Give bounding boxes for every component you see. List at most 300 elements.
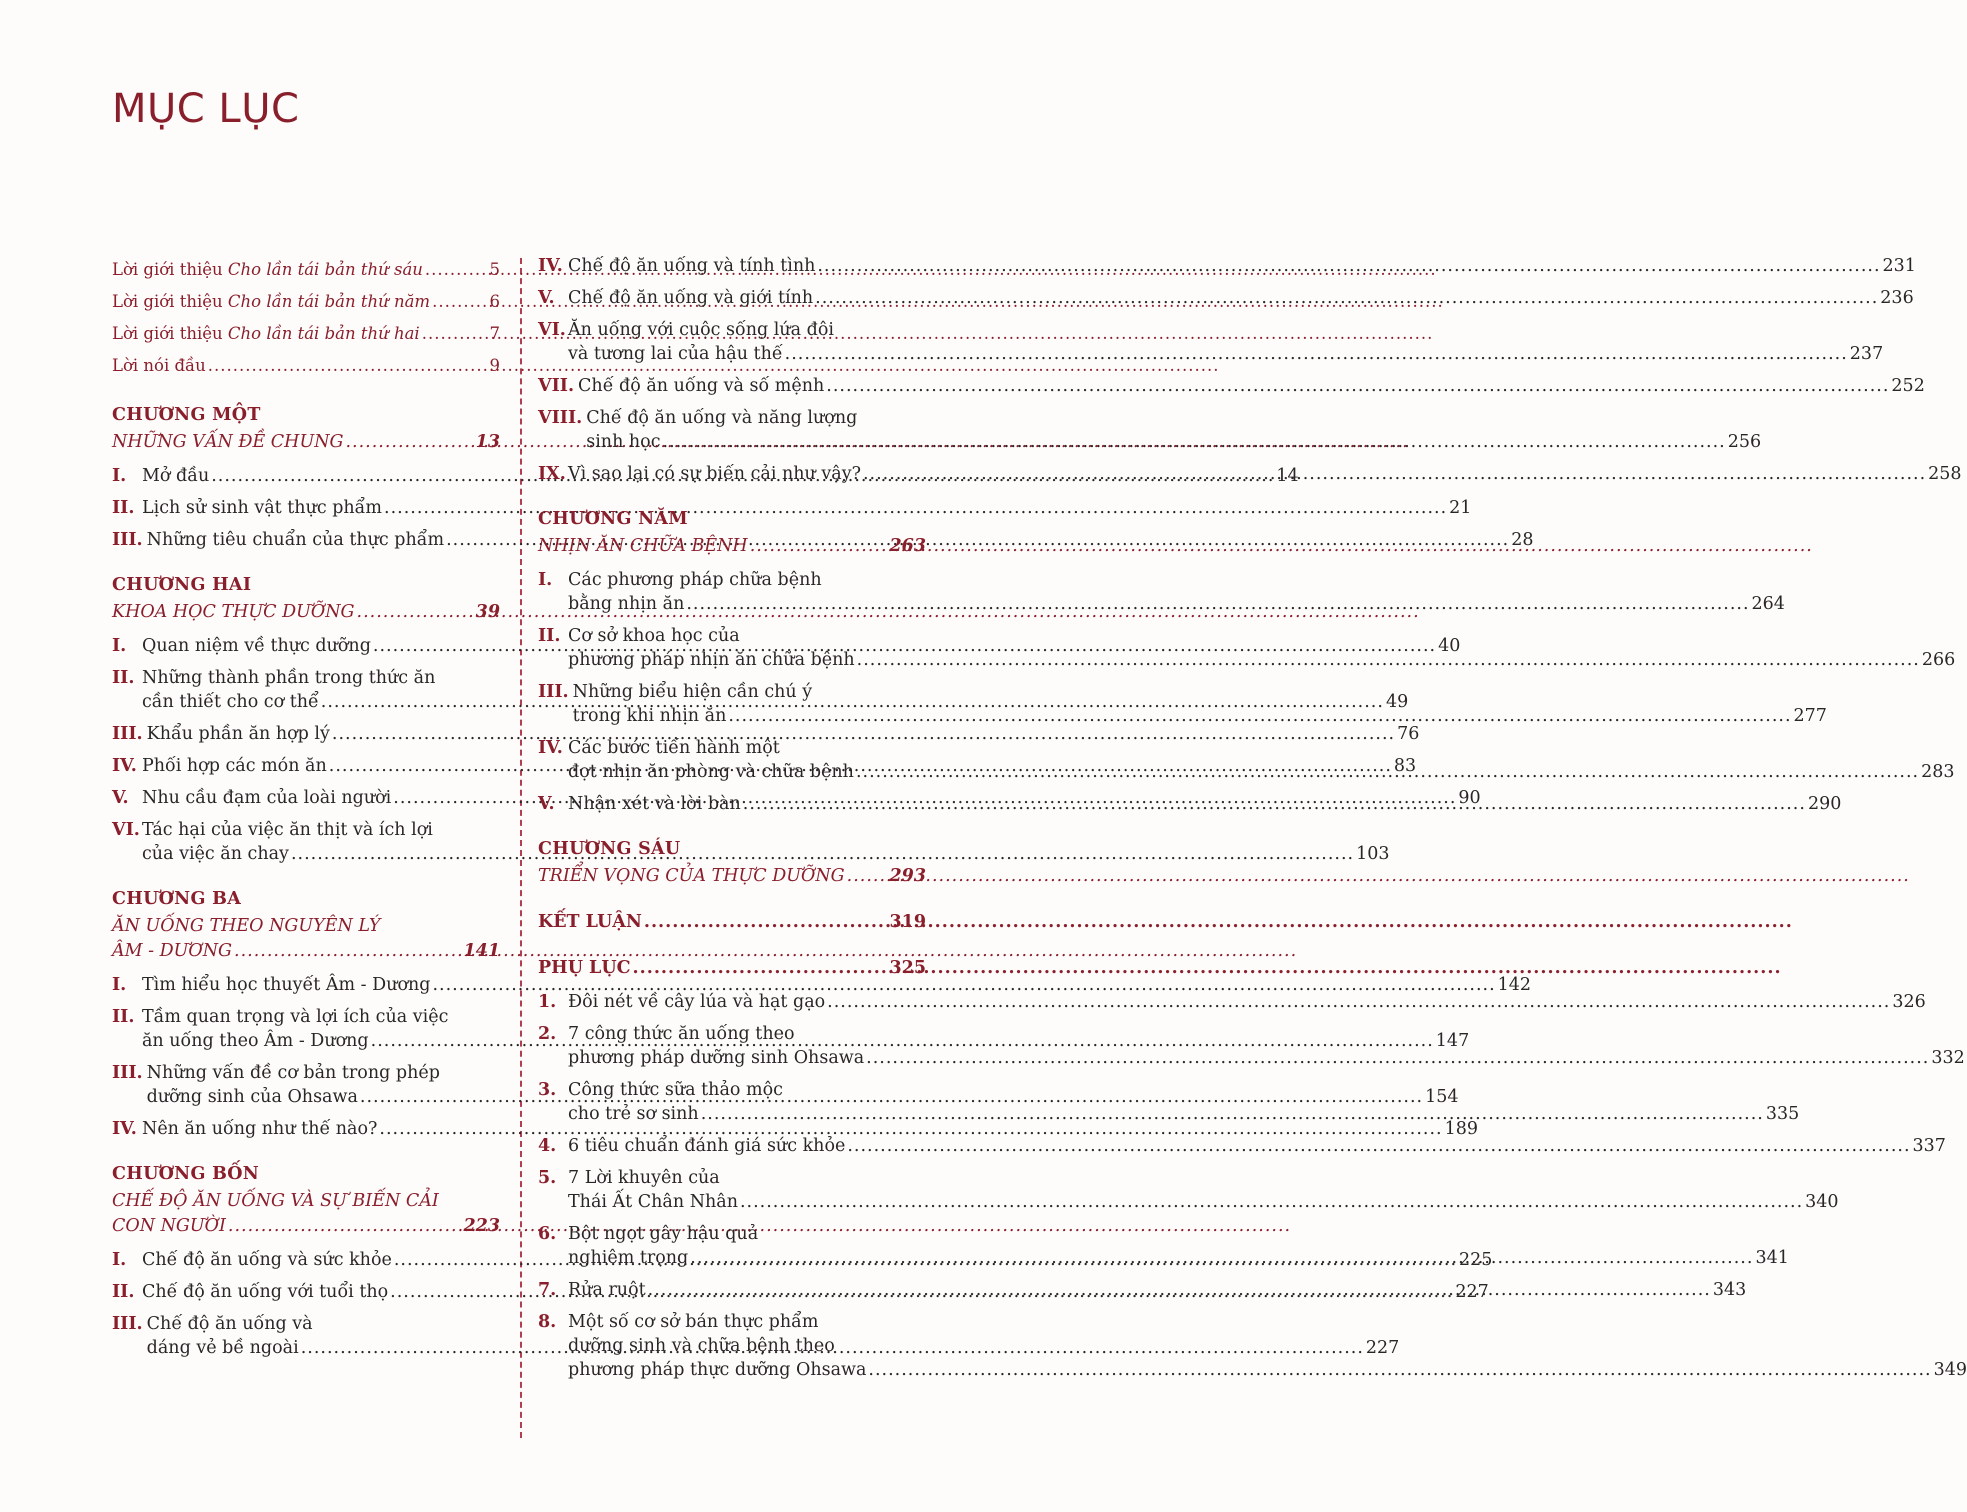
page-number: 319 (889, 912, 926, 932)
toc-item[interactable] (112, 722, 1420, 746)
item-text: Những biểu hiện cần chú ý (572, 682, 813, 702)
item-number: V. (112, 788, 129, 808)
toc-entry-line[interactable] (568, 342, 1883, 366)
chapter-heading: CHƯƠNG BỐN (112, 1164, 260, 1184)
page-number: 154 (1425, 1087, 1459, 1107)
chapter-title-text: ĂN UỐNG THEO NGUYÊN LÝ (112, 916, 381, 936)
item-text: Thái Ất Chân Nhân (568, 1192, 738, 1212)
entry-label (142, 973, 430, 997)
conclusion-label: KẾT LUẬN (538, 912, 642, 932)
item-text: Một số cơ sở bán thực phẩm (568, 1312, 819, 1332)
chapter-title[interactable] (112, 600, 500, 624)
toc-item[interactable] (538, 568, 1785, 616)
chapter-title[interactable] (112, 914, 500, 963)
entry-label (142, 842, 289, 866)
dot-leader (644, 910, 888, 934)
item-number: 1. (538, 992, 557, 1012)
entry-label (538, 956, 631, 980)
entry-label (538, 534, 748, 558)
toc-item[interactable] (538, 792, 1842, 816)
item-number: I. (112, 1250, 127, 1270)
entry-label (112, 600, 355, 624)
item-text: Các bước tiến hành một (568, 738, 780, 758)
toc-entry-line[interactable] (568, 1134, 1946, 1158)
item-number: I. (538, 570, 553, 590)
item-body (573, 680, 1827, 728)
conclusion-section[interactable] (538, 910, 926, 934)
chapter-title-text: NHỮNG VẤN ĐỀ CHUNG (112, 432, 344, 452)
item-text: Ăn uống với cuộc sống lứa đôi (568, 320, 834, 340)
item-text: Bột ngọt gây hậu quả (568, 1224, 759, 1244)
toc-item[interactable] (538, 318, 1884, 366)
item-number: III. (112, 1314, 143, 1334)
page-number: 340 (1805, 1192, 1839, 1212)
page-number: 142 (1497, 975, 1532, 995)
dot-leader (750, 534, 888, 558)
toc-item[interactable] (538, 990, 1926, 1014)
entry-label (142, 496, 382, 520)
chapter-section (538, 834, 926, 888)
item-body (568, 1022, 1965, 1070)
toc-item[interactable] (538, 254, 1916, 278)
item-text: Chế độ ăn uống và giới tính (568, 288, 814, 308)
dot-leader (847, 1134, 1910, 1158)
item-body (568, 624, 1955, 672)
item-number: II. (112, 1007, 135, 1027)
page-number: 147 (1435, 1031, 1470, 1051)
page-number: 103 (1356, 844, 1390, 864)
intro-prefix: Lời giới thiệu (112, 260, 228, 279)
chapter-heading: CHƯƠNG NĂM (538, 509, 688, 529)
toc-entry-line[interactable] (568, 760, 1955, 784)
chapter-heading: CHƯƠNG BA (112, 889, 242, 909)
chapter-title[interactable] (538, 864, 926, 888)
item-number: V. (538, 794, 555, 814)
dot-leader (847, 864, 888, 888)
toc-item[interactable] (538, 736, 1955, 784)
page-number: 266 (1921, 650, 1956, 670)
dot-leader (868, 1358, 1931, 1382)
dot-leader (817, 254, 1880, 278)
item-text: Chế độ ăn uống và năng lượng (586, 408, 858, 428)
chapter-title[interactable] (112, 1189, 500, 1238)
dot-leader (432, 286, 487, 318)
entry-label (568, 1190, 738, 1214)
item-text: nghiêm trọng (568, 1248, 689, 1268)
toc-entry-line[interactable] (568, 990, 1926, 1014)
item-number: II. (112, 668, 135, 688)
toc-entry-line[interactable] (112, 939, 500, 963)
item-number: 5. (538, 1168, 557, 1188)
page-number: 258 (1928, 464, 1962, 484)
page-number: 14 (1276, 466, 1299, 486)
item-number: VI. (538, 320, 566, 340)
toc-item[interactable] (538, 374, 1925, 398)
item-text: cho trẻ sơ sinh (568, 1104, 699, 1124)
page-number: 341 (1755, 1248, 1789, 1268)
toc-item[interactable] (538, 1134, 1946, 1158)
entry-label (142, 1029, 369, 1053)
item-text: dưỡng sinh và chữa bệnh theo (568, 1336, 835, 1356)
chapter-title-text: ÂM - DƯƠNG (112, 941, 233, 961)
item-number: 8. (538, 1312, 557, 1332)
item-body (568, 318, 1883, 366)
item-body (568, 1134, 1946, 1158)
intro-italic: Cho lần tái bản thứ hai (227, 324, 420, 343)
item-body (568, 1166, 1839, 1214)
page-number: 49 (1385, 692, 1409, 712)
item-text: phương pháp nhịn ăn chữa bệnh (568, 650, 855, 670)
chapter-title-text: CHẾ ĐỘ ĂN UỐNG VÀ SỰ BIẾN CẢI (112, 1191, 439, 1211)
item-number: 7. (538, 1280, 557, 1300)
item-text: Những thành phần trong thức ăn (142, 668, 436, 688)
dot-leader (701, 1102, 1764, 1126)
page-number: 293 (889, 866, 926, 886)
intro-italic: Cho lần tái bản thứ năm (227, 292, 431, 311)
item-text: Chế độ ăn uống và (146, 1314, 313, 1334)
item-text: 7 Lời khuyên của (568, 1168, 720, 1188)
chapter-title[interactable] (538, 534, 926, 558)
page-number: 141 (463, 941, 500, 961)
item-number: IV. (112, 1119, 137, 1139)
toc-entry-line[interactable] (112, 430, 500, 454)
page-number: 290 (1807, 794, 1842, 814)
item-number: III. (112, 724, 143, 744)
item-number: IV. (538, 738, 563, 758)
entry-label (568, 1102, 699, 1126)
chapter-heading: CHƯƠNG HAI (112, 575, 252, 595)
item-text: Chế độ ăn uống và số mệnh (578, 376, 825, 396)
page-number: 227 (1455, 1282, 1489, 1302)
item-number: VII. (538, 376, 575, 396)
entry-label (112, 286, 430, 318)
toc-entry-line[interactable] (568, 592, 1785, 616)
entry-label (568, 286, 813, 310)
chapter-title-text: CON NGƯỜI (112, 1216, 226, 1236)
item-body (568, 568, 1785, 616)
dot-leader (857, 648, 1920, 672)
item-number: I. (112, 975, 127, 995)
appendix-label: PHỤ LỤC (538, 958, 631, 978)
toc-entry-line[interactable] (578, 374, 1925, 398)
toc-entry-line[interactable] (568, 462, 1962, 486)
item-text: Chế độ ăn uống và sức khỏe (142, 1250, 392, 1270)
page-number: 6 (489, 292, 500, 311)
page-number: 5 (489, 260, 500, 279)
chapter-title-text: TRIỂN VỌNG CỦA THỰC DƯỠNG (538, 866, 845, 886)
item-text: bằng nhịn ăn (568, 594, 685, 614)
item-text: dáng vẻ bề ngoài (146, 1338, 299, 1358)
dot-leader (633, 956, 888, 980)
entry-label (568, 1134, 845, 1158)
dot-leader (743, 792, 1806, 816)
page-number: 236 (1880, 288, 1914, 308)
item-text: cần thiết cho cơ thể (142, 692, 319, 712)
page-number: 227 (1365, 1338, 1400, 1358)
item-text: 6 tiêu chuẩn đánh giá sức khỏe (568, 1136, 846, 1156)
entry-label (568, 1046, 864, 1070)
page-number: 349 (1933, 1360, 1967, 1380)
dot-leader (728, 704, 1791, 728)
page-number: 343 (1712, 1280, 1747, 1300)
entry-label (147, 1085, 358, 1109)
toc-entry-line[interactable] (112, 286, 500, 318)
item-number: II. (112, 1282, 135, 1302)
item-number: II. (112, 498, 135, 518)
dot-leader (686, 592, 1749, 616)
entry-label (578, 374, 824, 398)
page-number: 332 (1931, 1048, 1965, 1068)
item-number: 4. (538, 1136, 557, 1156)
toc-entry-line[interactable] (568, 1246, 1789, 1270)
page-number: 225 (1459, 1250, 1493, 1270)
dot-leader (785, 342, 1848, 366)
item-number: IX. (538, 464, 566, 484)
appendix-section (538, 956, 926, 980)
toc-entry-line[interactable] (538, 864, 926, 888)
item-number: III. (538, 682, 569, 702)
dot-leader (827, 990, 1890, 1014)
item-number: II. (538, 626, 561, 646)
page-number: 335 (1765, 1104, 1800, 1124)
intro-prefix: Lời nói đầu (112, 356, 206, 375)
item-text: Tầm quan trọng và lợi ích của việc (142, 1007, 449, 1027)
item-number: III. (112, 1063, 143, 1083)
intro-section (112, 254, 500, 382)
toc-item[interactable] (538, 406, 1762, 454)
entry-label (568, 990, 825, 1014)
entry-label (112, 939, 232, 963)
dot-leader (863, 462, 1926, 486)
page-number: 21 (1449, 498, 1472, 518)
item-text: Mở đầu (142, 466, 210, 486)
item-body (568, 1310, 1967, 1382)
entry-label (568, 462, 861, 486)
toc-entry-line[interactable] (568, 792, 1841, 816)
entry-label (573, 704, 727, 728)
dot-leader (345, 430, 473, 454)
entry-label (538, 864, 845, 888)
page-number: 252 (1891, 376, 1925, 396)
page-number: 337 (1912, 1136, 1946, 1156)
chapter-heading: CHƯƠNG SÁU (538, 839, 681, 859)
item-number: 2. (538, 1024, 557, 1044)
item-text: Nhận xét và lời bàn (568, 794, 741, 814)
entry-label (568, 1278, 646, 1302)
dot-leader (856, 760, 1919, 784)
item-body (568, 1078, 1799, 1126)
page-number: 83 (1393, 756, 1417, 776)
item-text: Rửa ruột (568, 1280, 646, 1300)
page-number: 28 (1511, 530, 1534, 550)
toc-entry-line[interactable] (112, 318, 500, 350)
toc-entry-line[interactable] (568, 1278, 1746, 1302)
chapter-section (112, 1159, 500, 1238)
item-text: 7 công thức ăn uống theo (568, 1024, 795, 1044)
item-body (568, 254, 1916, 278)
entry-label (142, 786, 391, 810)
page-number: 7 (489, 324, 500, 343)
intro-prefix: Lời giới thiệu (112, 324, 228, 343)
entry-label (568, 592, 684, 616)
chapter-title-text: KHOA HỌC THỰC DƯỠNG (112, 602, 355, 622)
entry-label (142, 464, 209, 488)
dot-leader (815, 286, 1878, 310)
item-body (568, 792, 1841, 816)
page-title: MỤC LỤC (112, 86, 300, 132)
item-text: Công thức sữa thảo mộc (568, 1080, 783, 1100)
page-number: 256 (1727, 432, 1762, 452)
toc-entry-line[interactable] (568, 286, 1914, 310)
toc-entry-line[interactable] (538, 956, 926, 980)
dot-leader (425, 254, 488, 286)
page-number: 264 (1751, 594, 1785, 614)
item-text: đợt nhịn ăn phòng và chữa bệnh (568, 762, 854, 782)
entry-label (142, 634, 371, 658)
item-text: và tương lai của hậu thế (568, 344, 783, 364)
page-number: 9 (489, 356, 500, 375)
chapter-title[interactable] (112, 430, 500, 454)
item-text: Phối hợp các món ăn (142, 756, 327, 776)
item-text: Các phương pháp chữa bệnh (568, 570, 822, 590)
item-text: sinh học (586, 432, 661, 452)
dot-leader (690, 1246, 1753, 1270)
dot-leader (826, 374, 1889, 398)
entry-label (142, 1117, 377, 1141)
item-number: I. (112, 466, 127, 486)
toc-item[interactable] (538, 286, 1914, 310)
entry-label (568, 648, 855, 672)
item-text: Chế độ ăn uống với tuổi thọ (142, 1282, 389, 1302)
entry-label (568, 342, 783, 366)
toc-item[interactable] (112, 1117, 1478, 1141)
intro-prefix: Lời giới thiệu (112, 292, 228, 311)
toc-item[interactable] (112, 973, 1532, 997)
page-number: 223 (463, 1216, 500, 1236)
item-body (568, 462, 1962, 486)
item-body (568, 1278, 1746, 1302)
entry-label (142, 754, 327, 778)
item-text: Vì sao lại có sự biến cải như vậy? (568, 464, 861, 484)
dot-leader (866, 1046, 1929, 1070)
item-number: VIII. (538, 408, 583, 428)
item-body (578, 374, 1925, 398)
toc-entry-line[interactable] (568, 1358, 1967, 1382)
item-number: I. (112, 636, 127, 656)
toc-entry-line[interactable] (568, 1102, 1799, 1126)
dot-leader (234, 939, 461, 963)
dot-leader (648, 1278, 1711, 1302)
dot-leader (740, 1190, 1803, 1214)
item-number: V. (538, 288, 555, 308)
page-number: 237 (1849, 344, 1884, 364)
page-number: 277 (1793, 706, 1827, 726)
item-body (568, 990, 1926, 1014)
entry-label (568, 1358, 866, 1382)
entry-label (112, 254, 423, 286)
item-text: phương pháp thực dưỡng Ohsawa (568, 1360, 867, 1380)
toc-entry-line[interactable] (568, 254, 1916, 278)
toc-entry-line[interactable] (573, 704, 1827, 728)
entry-label (147, 722, 330, 746)
item-text: Lịch sử sinh vật thực phẩm (142, 498, 382, 518)
page-number: 283 (1921, 762, 1955, 782)
item-text: ăn uống theo Âm - Dương (142, 1031, 369, 1051)
entry-label (568, 254, 815, 278)
toc-entry-line[interactable] (568, 1046, 1965, 1070)
item-number: 3. (538, 1080, 557, 1100)
page-number: 189 (1444, 1119, 1478, 1139)
dot-leader (357, 600, 474, 624)
page-number: 325 (889, 958, 926, 978)
dot-leader (422, 318, 488, 350)
item-text: Cơ sở khoa học của (568, 626, 740, 646)
item-body (586, 406, 1761, 454)
item-text: dưỡng sinh của Ohsawa (146, 1087, 358, 1107)
item-number: VI. (112, 820, 140, 840)
page-number: 231 (1882, 256, 1916, 276)
dot-leader (208, 350, 488, 382)
entry-label (568, 760, 854, 784)
item-text: Quan niệm về thực dưỡng (142, 636, 371, 656)
toc-entry-line[interactable] (112, 600, 500, 624)
entry-label (142, 1248, 392, 1272)
item-body (568, 736, 1955, 784)
entry-label (142, 690, 319, 714)
toc-entry-line[interactable] (568, 648, 1955, 672)
item-text: Tìm hiểu học thuyết Âm - Dương (142, 975, 431, 995)
toc-entry-line[interactable] (538, 910, 926, 934)
toc-entry-line[interactable] (112, 350, 500, 382)
toc-item[interactable] (538, 1166, 1839, 1214)
item-text: trong khi nhịn ăn (572, 706, 727, 726)
item-number: IV. (538, 256, 563, 276)
page-number: 326 (1892, 992, 1926, 1012)
item-body (568, 286, 1914, 310)
page-number: 90 (1458, 788, 1481, 808)
item-text: Tác hại của việc ăn thịt và ích lợi (142, 820, 433, 840)
toc-entry-line[interactable] (112, 1214, 500, 1238)
item-number: III. (112, 530, 143, 550)
entry-label (112, 430, 343, 454)
item-text: của việc ăn chay (142, 844, 289, 864)
item-text: Nhu cầu đạm của loài người (142, 788, 392, 808)
entry-label (142, 1280, 388, 1304)
item-text: Những vấn đề cơ bản trong phép (146, 1063, 440, 1083)
toc-entry-line[interactable] (568, 1190, 1839, 1214)
toc-entry-line[interactable] (586, 430, 1761, 454)
entry-label (586, 430, 660, 454)
page-number: 40 (1438, 636, 1461, 656)
page-number: 263 (889, 536, 926, 556)
page-number: 76 (1397, 724, 1420, 744)
entry-label (147, 528, 444, 552)
entry-label (568, 1246, 688, 1270)
entry-label (147, 1336, 299, 1360)
item-text: Chế độ ăn uống và tính tình (568, 256, 816, 276)
page-number: 39 (475, 602, 500, 622)
toc-entry-line[interactable] (538, 534, 926, 558)
entry-label (538, 910, 642, 934)
entry-label (568, 792, 741, 816)
toc-entry-line[interactable] (112, 254, 500, 286)
item-text: Nên ăn uống như thế nào? (142, 1119, 378, 1139)
intro-italic: Cho lần tái bản thứ sáu (227, 260, 423, 279)
item-text: phương pháp dưỡng sinh Ohsawa (568, 1048, 865, 1068)
entry-label (112, 1214, 226, 1238)
item-text: Những tiêu chuẩn của thực phẩm (146, 530, 445, 550)
item-number: IV. (112, 756, 137, 776)
